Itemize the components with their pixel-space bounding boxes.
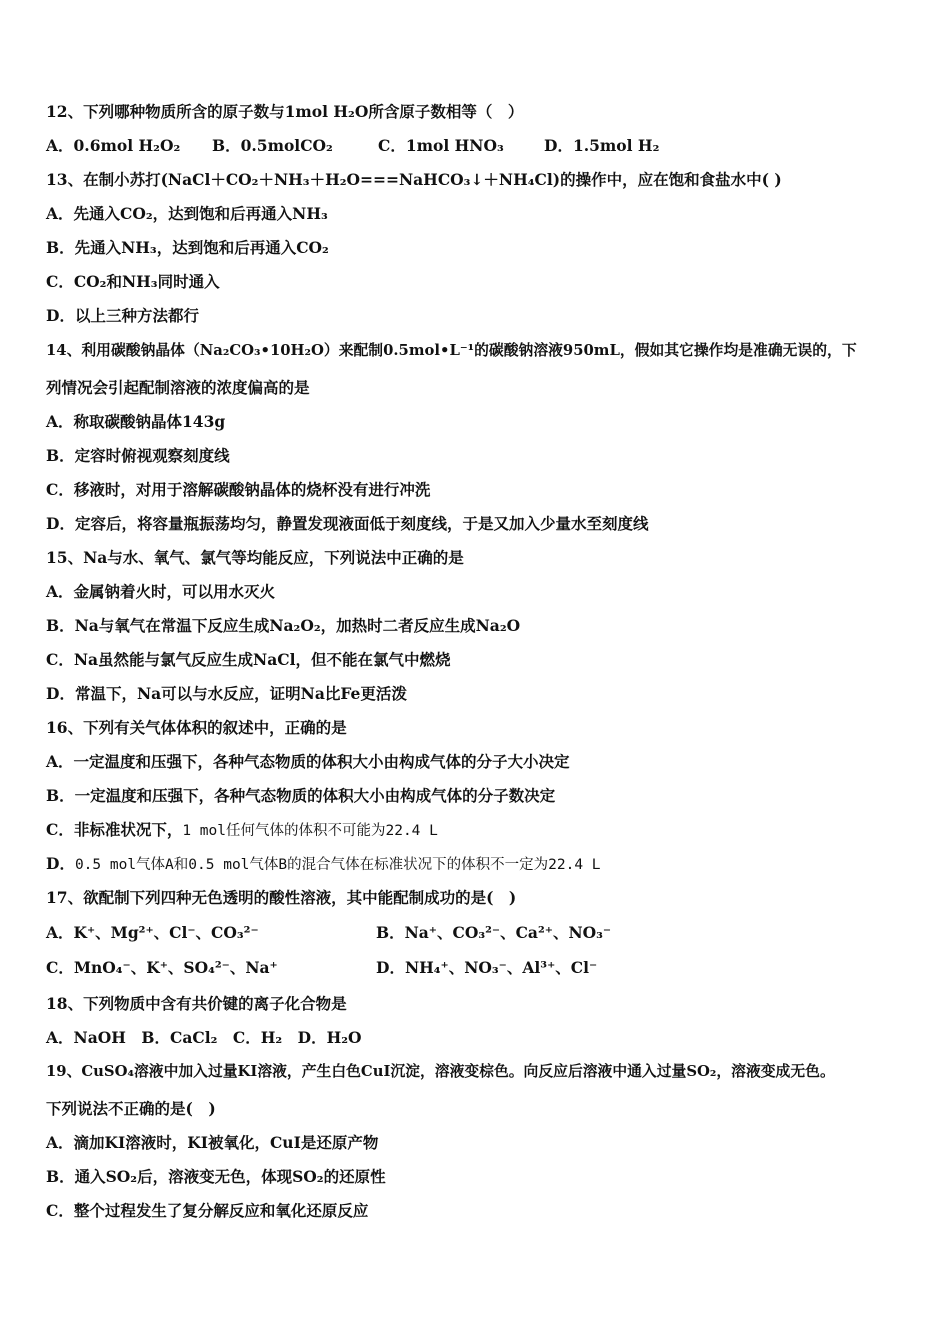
question-19-stem-line1: 19、CuSO₄溶液中加入过量KI溶液，产生白色CuI沉淀，溶液变棕色。向反应后溶液中通入过量SO₂，溶液变成无色。: [46, 1063, 835, 1080]
question-19-stem-line2: 下列说法不正确的是( ): [46, 1099, 216, 1118]
question-16-option-c: [46, 820, 438, 841]
question-12-option-b: B．0.5molCO₂: [212, 136, 333, 155]
question-16-option-d-label: D．: [46, 854, 75, 873]
question-17-option-b: B．Na⁺、CO₃²⁻、Ca²⁺、NO₃⁻: [376, 923, 612, 942]
question-18-options: A．NaOH B．CaCl₂ C．H₂ D．H₂O: [46, 1028, 362, 1047]
question-16-option-c-text: 1 mol任何气体的体积不可能为22.4 L: [182, 823, 438, 839]
question-14-stem-line1: 14、利用碳酸钠晶体（Na₂CO₃•10H₂O）来配制0.5mol•L⁻¹的碳酸钠溶液950mL，假如其它操作均是准确无误的，下: [46, 342, 857, 359]
question-15-option-a: A．金属钠着火时，可以用水灭火: [46, 582, 276, 601]
question-16-option-d: [46, 854, 601, 875]
question-14-option-d: D．定容后，将容量瓶振荡均匀，静置发现液面低于刻度线，于是又加入少量水至刻度线: [46, 514, 649, 533]
question-12-option-d: D．1.5mol H₂: [544, 136, 660, 155]
question-13-option-a: A．先通入CO₂，达到饱和后再通入NH₃: [46, 204, 328, 223]
question-13-option-b: B．先通入NH₃，达到饱和后再通入CO₂: [46, 238, 329, 257]
question-15-option-c: C．Na虽然能与氯气反应生成NaCl，但不能在氯气中燃烧: [46, 650, 451, 669]
question-17-stem: 17、欲配制下列四种无色透明的酸性溶液，其中能配制成功的是( ): [46, 888, 517, 907]
question-15-option-b: B．Na与氧气在常温下反应生成Na₂O₂，加热时二者反应生成Na₂O: [46, 616, 521, 635]
question-15-stem: 15、Na与水、氧气、氯气等均能反应，下列说法中正确的是: [46, 548, 464, 567]
question-19-option-b: B．通入SO₂后，溶液变无色，体现SO₂的还原性: [46, 1167, 386, 1186]
question-18-stem: 18、下列物质中含有共价键的离子化合物是: [46, 994, 347, 1013]
question-12-option-a: A．0.6mol H₂O₂: [46, 136, 181, 155]
question-16-option-c-label: C．非标准状况下，: [46, 820, 183, 839]
question-16-option-a: A．一定温度和压强下，各种气态物质的体积大小由构成气体的分子大小决定: [46, 752, 570, 771]
question-15-option-d: D．常温下，Na可以与水反应，证明Na比Fe更活泼: [46, 684, 407, 703]
question-16-stem: 16、下列有关气体体积的叙述中，正确的是: [46, 718, 347, 737]
question-14-option-b: B．定容时俯视观察刻度线: [46, 446, 230, 465]
question-19-option-c: C．整个过程发生了复分解反应和氧化还原反应: [46, 1201, 369, 1220]
question-17-option-d: D．NH₄⁺、NO₃⁻、Al³⁺、Cl⁻: [376, 958, 598, 977]
question-13-option-c: C．CO₂和NH₃同时通入: [46, 272, 220, 291]
question-17-option-a: A．K⁺、Mg²⁺、Cl⁻、CO₃²⁻: [46, 923, 259, 942]
question-13-option-d: D．以上三种方法都行: [46, 306, 199, 325]
question-17-option-c: C．MnO₄⁻、K⁺、SO₄²⁻、Na⁺: [46, 958, 278, 977]
question-14-option-c: C．移液时，对用于溶解碳酸钠晶体的烧杯没有进行冲洗: [46, 480, 431, 499]
question-12-option-c: C．1mol HNO₃: [378, 136, 504, 155]
question-16-option-d-text: 0.5 mol气体A和0.5 mol气体B的混合气体在标准状况下的体积不一定为22.4 L: [74, 857, 601, 873]
question-19-option-a: A．滴加KI溶液时，KI被氧化，CuI是还原产物: [46, 1133, 379, 1152]
question-12-stem: 12、下列哪种物质所含的原子数与1mol H₂O所含原子数相等（ ）: [46, 102, 524, 121]
question-16-option-b: B．一定温度和压强下，各种气态物质的体积大小由构成气体的分子数决定: [46, 786, 556, 805]
question-13-stem: 13、在制小苏打(NaCl＋CO₂＋NH₃＋H₂O===NaHCO₃↓＋NH₄Cl)的操作中，应在饱和食盐水中( ): [46, 170, 782, 189]
question-14-option-a: A．称取碳酸钠晶体143g: [46, 412, 226, 431]
question-14-stem-line2: 列情况会引起配制溶液的浓度偏高的是: [46, 378, 310, 397]
